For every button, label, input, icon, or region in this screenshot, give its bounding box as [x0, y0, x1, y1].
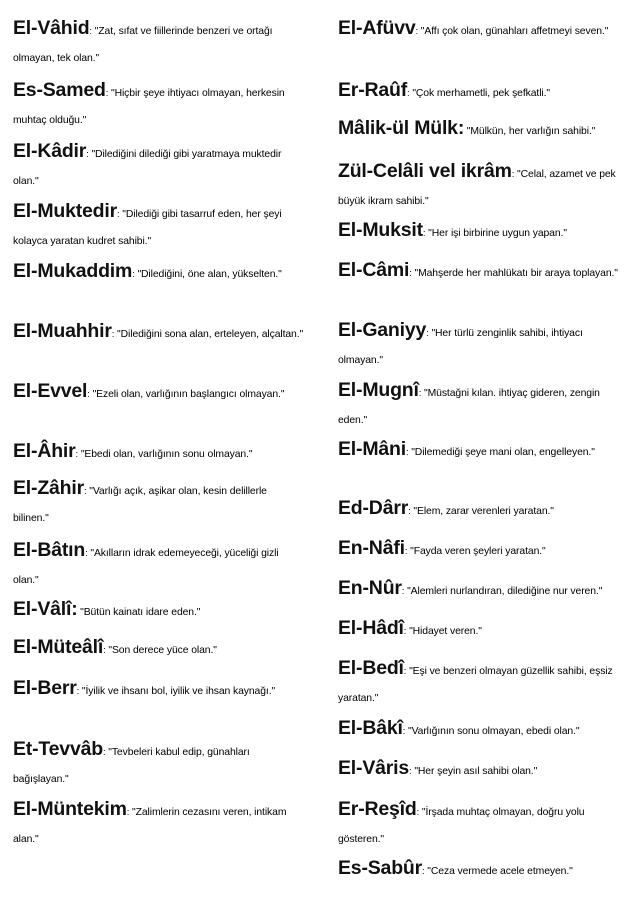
name-entry: El-Muksit: "Her işi birbirine uygun yapan.": [338, 219, 567, 241]
name-title: Mâlik-ül Mülk:: [338, 117, 465, 139]
name-meaning: "Hiçbir şeye ihtiyacı olmayan, herkesin muhtaç olduğu.": [13, 88, 285, 126]
name-title: En-Nûr: [338, 577, 402, 599]
name-meaning: "Dilediğini sona alan, erteleyen, alçaltan.": [117, 329, 304, 340]
name-title: El-Zâhir: [13, 477, 84, 499]
name-title: El-Muktedir: [13, 200, 117, 222]
name-entry: El-Evvel: "Ezeli olan, varlığının başlangıcı olmayan.": [13, 380, 285, 402]
name-title: El-Bâkî: [338, 717, 403, 739]
name-title: Zül-Celâli vel ikrâm: [338, 160, 512, 182]
name-meaning: "Akılların idrak edemeyeceği, yüceliği gizli olan.": [13, 548, 279, 586]
name-meaning: "Eşi ve benzeri olmayan güzellik sahibi, eşsiz yaratan.": [338, 666, 613, 704]
name-entry: El-Bedî: "Eşi ve benzeri olmayan güzellik sahibi, eşsiz yaratan.": [338, 657, 613, 704]
name-meaning: "Varlığının sonu olmayan, ebedi olan.": [408, 726, 580, 737]
name-title: Et-Tevvâb: [13, 738, 103, 760]
name-title: El-Mugnî: [338, 379, 419, 401]
name-meaning: "Ebedi olan, varlığının sonu olmayan.": [80, 449, 253, 460]
name-entry: [338, 116, 630, 144]
name-meaning: "Ceza vermede acele etmeyen.": [427, 866, 573, 877]
name-meaning: "Bütün kainatı idare eden.": [80, 607, 201, 618]
name-entry: Ed-Dârr: "Elem, zarar verenleri yaratan.": [338, 497, 554, 519]
name-entry: Es-Sabûr: "Ceza vermede acele etmeyen.": [338, 857, 573, 879]
name-meaning: "Dilediğini dilediği gibi yaratmaya muktedir olan.": [13, 149, 282, 187]
name-title: El-Afüvv: [338, 17, 416, 39]
name-title: El-Vâlî:: [13, 598, 78, 620]
name-entry: El-Berr: "İyilik ve ihsanı bol, iyilik ve ihsan kaynağı.": [13, 677, 276, 699]
name-entry: El-Âhir: "Ebedi olan, varlığının sonu olmayan.": [13, 440, 253, 462]
name-entry: El-Ganiyy: "Her türlü zenginlik sahibi, ihtiyacı olmayan.": [338, 319, 583, 366]
name-meaning: "Tevbeleri kabul edip, günahları bağışlayan.": [13, 747, 250, 785]
name-meaning: "Dilemediği şeye mani olan, engelleyen.": [411, 447, 595, 458]
name-entry: El-Bâtın: "Akılların idrak edemeyeceği, yüceliği gizli olan.": [13, 539, 279, 586]
name-title: El-Vâris: [338, 757, 410, 779]
name-meaning: "Zalimlerin cezasını veren, intikam alan.": [13, 807, 287, 845]
name-entry: El-Müntekim: "Zalimlerin cezasını veren, intikam alan.": [13, 798, 287, 845]
name-meaning: "Ezeli olan, varlığının başlangıcı olmayan.": [92, 389, 285, 400]
name-entry: El-Mugnî: "Müstağni kılan. ihtiyaç gideren, zengin eden.": [338, 379, 600, 426]
name-meaning: "İrşada muhtaç olmayan, doğru yolu gösteren.": [338, 807, 585, 845]
name-entry: El-Kâdir: "Dilediğini dilediği gibi yaratmaya muktedir olan.": [13, 140, 282, 187]
name-title: El-Ganiyy: [338, 319, 427, 341]
name-title: Ed-Dârr: [338, 497, 409, 519]
name-title: El-Berr: [13, 677, 77, 699]
name-meaning: "Her işi birbirine uygun yapan.": [428, 228, 567, 239]
name-entry: El-Hâdî: "Hidayet veren.": [338, 617, 482, 639]
name-title: Er-Raûf: [338, 79, 408, 101]
name-meaning: "Hidayet veren.": [409, 626, 482, 637]
name-entry: [13, 597, 305, 625]
name-entry: El-Zâhir: "Varlığı açık, aşikar olan, kesin delillerle bilinen.": [13, 477, 267, 524]
name-title: El-Mukaddim: [13, 260, 133, 282]
name-meaning: "Dilediği gibi tasarruf eden, her şeyi kolayca yaratan kudret sahibi.": [13, 209, 282, 247]
name-title: El-Vâhid: [13, 17, 90, 39]
name-meaning: "Zat, sıfat ve fiillerinde benzeri ve ortağı olmayan, tek olan.": [13, 26, 273, 64]
name-entry: El-Mâni: "Dilemediği şeye mani olan, engelleyen.": [338, 438, 595, 460]
name-meaning: "Affı çok olan, günahları affetmeyi seven.": [420, 26, 609, 37]
name-entry: En-Nûr: "Alemleri nurlandıran, dilediğine nur veren.": [338, 577, 603, 599]
name-title: El-Müteâlî: [13, 636, 104, 658]
name-entry: Es-Samed: "Hiçbir şeye ihtiyacı olmayan, herkesin muhtaç olduğu.": [13, 79, 285, 126]
name-meaning: "Varlığı açık, aşikar olan, kesin delillerle bilinen.": [13, 486, 267, 524]
name-title: El-Muksit: [338, 219, 423, 241]
name-meaning: "Elem, zarar verenleri yaratan.": [413, 506, 554, 517]
name-title: El-Evvel: [13, 380, 88, 402]
name-title: El-Hâdî: [338, 617, 404, 639]
name-meaning: "Mülkün, her varlığın sahibi.": [466, 126, 596, 137]
name-entry: Er-Raûf: "Çok merhametli, pek şefkatli.": [338, 79, 550, 101]
name-meaning: "Celal, azamet ve pek büyük ikram sahibi.": [338, 169, 616, 207]
name-entry: El-Bâkî: "Varlığının sonu olmayan, ebedi olan.": [338, 717, 580, 739]
name-entry: El-Vâhid: "Zat, sıfat ve fiillerinde benzeri ve ortağı olmayan, tek olan.": [13, 17, 273, 64]
name-entry: El-Mukaddim: "Dilediğini, öne alan, yükselten.": [13, 260, 282, 282]
name-meaning: "Her türlü zenginlik sahibi, ihtiyacı olmayan.": [338, 328, 583, 366]
name-entry: En-Nâfi: "Fayda veren şeyleri yaratan.": [338, 537, 546, 559]
name-entry: El-Muktedir: "Dilediği gibi tasarruf eden, her şeyi kolayca yaratan kudret sahibi.": [13, 200, 282, 247]
name-meaning: "Çok merhametli, pek şefkatli.": [412, 88, 550, 99]
name-title: Er-Reşîd: [338, 798, 417, 820]
name-entry: El-Müteâlî: "Son derece yüce olan.": [13, 636, 217, 658]
name-title: El-Câmi: [338, 259, 410, 281]
name-entry: El-Câmi: "Mahşerde her mahlükatı bir araya toplayan.": [338, 259, 618, 281]
name-meaning: "Mahşerde her mahlükatı bir araya toplayan.": [414, 268, 618, 279]
name-entry: Et-Tevvâb: "Tevbeleri kabul edip, günahları bağışlayan.": [13, 738, 250, 785]
name-title: En-Nâfi: [338, 537, 405, 559]
name-title: El-Bâtın: [13, 539, 86, 561]
name-meaning: "Alemleri nurlandıran, dilediğine nur veren.": [407, 586, 603, 597]
name-meaning: "İyilik ve ihsanı bol, iyilik ve ihsan kaynağı.": [81, 686, 276, 697]
name-title: El-Kâdir: [13, 140, 87, 162]
name-entry: El-Afüvv: "Affı çok olan, günahları affetmeyi seven.": [338, 17, 609, 39]
name-meaning: "Her şeyin asıl sahibi olan.": [414, 766, 538, 777]
name-title: El-Âhir: [13, 440, 76, 462]
name-entry: Zül-Celâli vel ikrâm: "Celal, azamet ve pek büyük ikram sahibi.": [338, 160, 616, 207]
name-meaning: "Son derece yüce olan.": [108, 645, 217, 656]
name-entry: El-Muahhir: "Dilediğini sona alan, erteleyen, alçaltan.": [13, 320, 304, 342]
name-meaning: "Fayda veren şeyleri yaratan.": [410, 546, 546, 557]
name-title: El-Bedî: [338, 657, 404, 679]
name-title: El-Mâni: [338, 438, 406, 460]
name-title: El-Müntekim: [13, 798, 127, 820]
name-entry: Er-Reşîd: "İrşada muhtaç olmayan, doğru yolu gösteren.": [338, 798, 585, 845]
name-entry: El-Vâris: "Her şeyin asıl sahibi olan.": [338, 757, 538, 779]
name-meaning: "Müstağni kılan. ihtiyaç gideren, zengin eden.": [338, 388, 600, 426]
name-title: Es-Sabûr: [338, 857, 423, 879]
name-meaning: "Dilediğini, öne alan, yükselten.": [137, 269, 282, 280]
name-title: Es-Samed: [13, 79, 106, 101]
name-title: El-Muahhir: [13, 320, 112, 342]
